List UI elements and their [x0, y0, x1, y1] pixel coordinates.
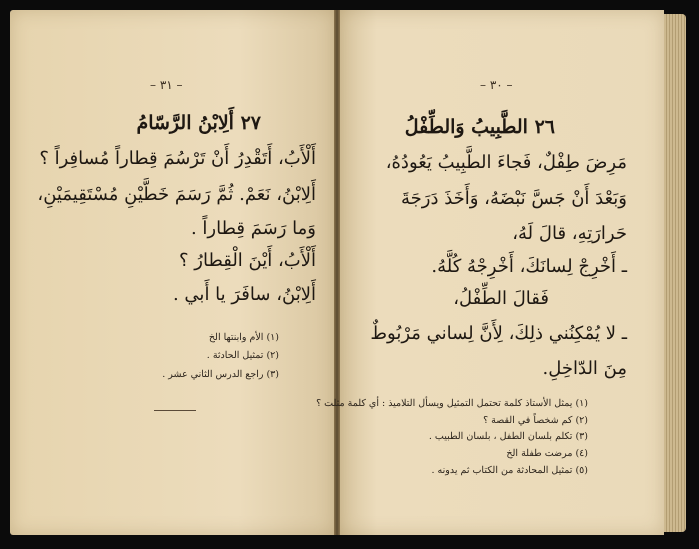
left-text-line: أَلِابْنُ، نَعَمْ. ثُمَّ رَسَمَ خَطَّيْنِ مُسْتَقِيمَيْنِ، — [37, 184, 316, 205]
right-text-line: مِنَ الدّاخِلِ. — [542, 358, 627, 379]
right-text-line: حَرارَتِهِ، قالَ لَهُ، — [512, 223, 627, 244]
right-text-line: مَرِضَ طِفْلٌ، فَجاءَ الطَّبِيبُ يَعُودُهُ، — [385, 152, 627, 173]
right-text-line: ـ لا يُمْكِنُني ذلِكَ، لِأَنَّ لِساني مَرْبُوطٌ — [370, 323, 627, 344]
left-footnote: (٢) تمثيل الحادثة . — [206, 350, 279, 361]
left-footnote: (٣) راجع الدرس الثاني عشر . — [162, 369, 279, 380]
right-page-number: – ٣٠ – — [480, 78, 513, 92]
page-edges — [664, 14, 686, 532]
right-text-line: وَبَعْدَ أَنْ جَسَّ نَبْضَهُ، وَأَخَذَ دَرَجَةَ — [400, 188, 627, 209]
right-footnote: (٣) تكلم بلسان الطفل ، بلسان الطبيب . — [428, 431, 588, 442]
right-text-line: فَقالَ الطِّفْلُ، — [453, 288, 549, 309]
left-lesson-title: ٢٧ أَلِابْنُ الرَّسّامُ — [136, 112, 261, 134]
left-text-line: وَما رَسَمَ قِطاراً . — [190, 218, 316, 239]
left-footnote: (١) الأم وابنتها الخ — [208, 332, 279, 343]
left-page-rule — [154, 410, 196, 411]
right-lesson-title: ٢٦ الطَّبِيبُ وَالطِّفْلُ — [404, 116, 555, 138]
right-footnote: (٢) كم شخصاً في القصة ؟ — [483, 415, 588, 426]
book-gutter — [334, 10, 340, 535]
right-footnote: (٤) مرضت طفلة الخ — [506, 448, 588, 459]
left-text-line: أَلِابْنُ، سافَرَ يا أَبي . — [172, 284, 316, 305]
right-footnote: (٥) تمثيل المحادثة من الكتاب ثم يدونه . — [431, 465, 588, 476]
left-text-line: أَلْأَبُ، أَيْنَ الْقِطارُ ؟ — [179, 250, 316, 271]
left-page-number: – ٣١ – — [150, 78, 183, 92]
left-text-line: أَلْأَبُ، أَتَقْدِرُ أَنْ تَرْسُمَ قِطاراً مُسافِراً ؟ — [39, 148, 316, 169]
right-text-line: ـ أَخْرِجْ لِسانَكَ، أَخْرِجْهُ كُلَّهُ. — [431, 256, 627, 277]
right-footnote: (١) يمثل الأستاذ كلمة تحتمل التمثيل ويسأل التلاميذ : أي كلمة مثلت ؟ — [316, 398, 588, 409]
